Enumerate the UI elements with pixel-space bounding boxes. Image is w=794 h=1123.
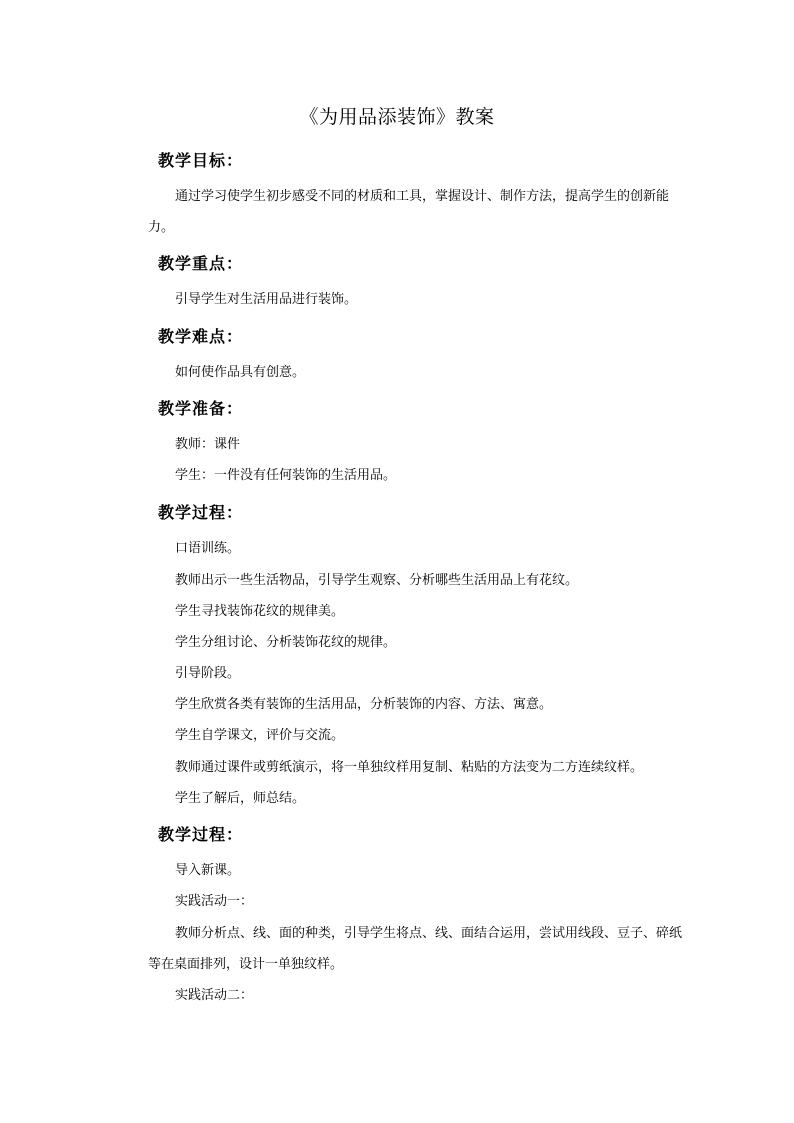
list-item: 教师出示一些生活物品，引导学生观察、分析哪些生活用品上有花纹。 bbox=[175, 573, 579, 588]
list-item: 教师：课件 bbox=[175, 437, 241, 452]
heading-process-2: 教学过程： bbox=[158, 825, 244, 844]
list-item: 口语训练。 bbox=[175, 541, 241, 556]
list-item: 学生自学课文，评价与交流。 bbox=[175, 728, 345, 743]
list-item: 教师通过课件或剪纸演示，将一单独纹样用复制、粘贴的方法变为二方连续纹样。 bbox=[175, 760, 644, 775]
list-item: 引导阶段。 bbox=[175, 666, 241, 681]
document-title: 《为用品添装饰》教案 bbox=[299, 106, 495, 128]
heading-preparation: 教学准备： bbox=[158, 399, 244, 418]
paragraph-teaching-goal: 通过学习使学生初步感受不同的材质和工具，掌握设计、制作方法，提高学生的创新能力。 bbox=[148, 189, 670, 235]
list-item: 实践活动一： bbox=[175, 894, 254, 909]
heading-process-1: 教学过程： bbox=[158, 503, 244, 522]
list-item: 实践活动二： bbox=[175, 988, 254, 1003]
list-item: 学生：一件没有任何装饰的生活用品。 bbox=[175, 468, 397, 483]
heading-key-point: 教学重点： bbox=[158, 254, 244, 273]
list-item: 学生欣赏各类有装饰的生活用品，分析装饰的内容、方法、寓意。 bbox=[175, 697, 553, 712]
paragraph-difficulty: 如何使作品具有创意。 bbox=[175, 365, 306, 380]
list-item: 学生寻找装饰花纹的规律美。 bbox=[175, 604, 345, 619]
heading-teaching-goal: 教学目标： bbox=[158, 151, 244, 170]
paragraph-key-point: 引导学生对生活用品进行装饰。 bbox=[175, 292, 358, 307]
list-item: 导入新课。 bbox=[175, 863, 241, 878]
paragraph-activity-one: 教师分析点、线、面的种类，引导学生将点、线、面结合运用，尝试用线段、豆子、碎纸等在桌面排列，设计一单独纹样。 bbox=[148, 926, 683, 972]
list-item: 学生分组讨论、分析装饰花纹的规律。 bbox=[175, 635, 397, 650]
heading-difficulty: 教学难点： bbox=[158, 327, 244, 346]
list-item: 学生了解后，师总结。 bbox=[175, 791, 306, 806]
